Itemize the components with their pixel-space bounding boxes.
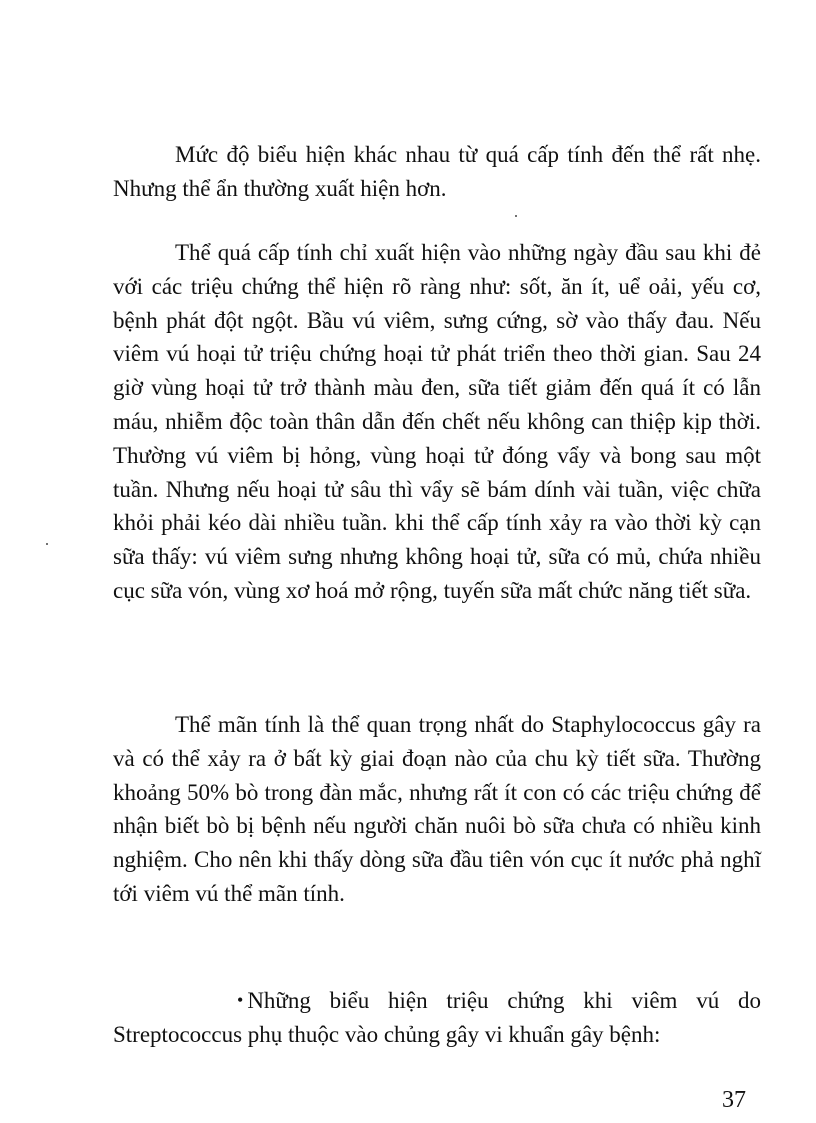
scan-speck	[46, 543, 48, 545]
paragraph-chronic-form: Thể mãn tính là thể quan trọng nhất do Staphylococcus gây ra và có thể xảy ra ở bất kỳ giai đoạn nào của chu kỳ tiết sữa. Thường khoảng 50% bò trong đàn mắc, nhưng rất ít con có các triệu chứng để nhận biết bò bị bệnh nếu người chăn nuôi bò sữa chưa có nhiều kinh nghiệm. Cho nên khi thấy dòng sữa đầu tiên vón cục ít nước phả nghĩ tới viêm vú thể mãn tính.	[113, 712, 761, 906]
bullet-item-streptococcus	[113, 984, 761, 1052]
paragraph-peracute-form: Thể quá cấp tính chỉ xuất hiện vào những ngày đầu sau khi đẻ với các triệu chứng thể hiện rõ ràng như: sốt, ăn ít, uể oải, yếu cơ, bệnh phát đột ngột. Bầu vú viêm, sưng cứng, sờ vào thấy đau. Nếu viêm vú hoại tử triệu chứng hoại tử phát triển theo thời gian. Sau 24 giờ vùng hoại tử trở thành màu đen, sữa tiết giảm đến quá ít có lẫn máu, nhiễm độc toàn thân dẫn đến chết nếu không can thiệp kịp thời. Thường vú viêm bị hỏng, vùng hoại tử đóng vẩy và bong sau một tuần. Nhưng nếu hoại tử sâu thì vẩy sẽ bám dính vài tuần, việc chữa khỏi phải kéo dài nhiều tuần. khi thể cấp tính xảy ra vào thời kỳ cạn sữa thấy: vú viêm sưng nhưng không hoại tử, sữa có mủ, chứa nhiều cục sữa vón, vùng xơ hoá mở rộng, tuyến sữa mất chức năng tiết sữa.	[113, 240, 761, 603]
page-number: 37	[722, 1087, 746, 1113]
bullet-icon: •	[237, 990, 244, 1010]
paragraph-severity: Mức độ biểu hiện khác nhau từ quá cấp tính đến thể rất nhẹ. Nhưng thể ẩn thường xuất hiện hơn.	[113, 142, 761, 201]
bullet-item-text: Những biểu hiện triệu chứng khi viêm vú do Streptococcus phụ thuộc vào chủng gây vi khuẩn gây bệnh:	[113, 988, 761, 1047]
scan-speck	[515, 215, 517, 217]
